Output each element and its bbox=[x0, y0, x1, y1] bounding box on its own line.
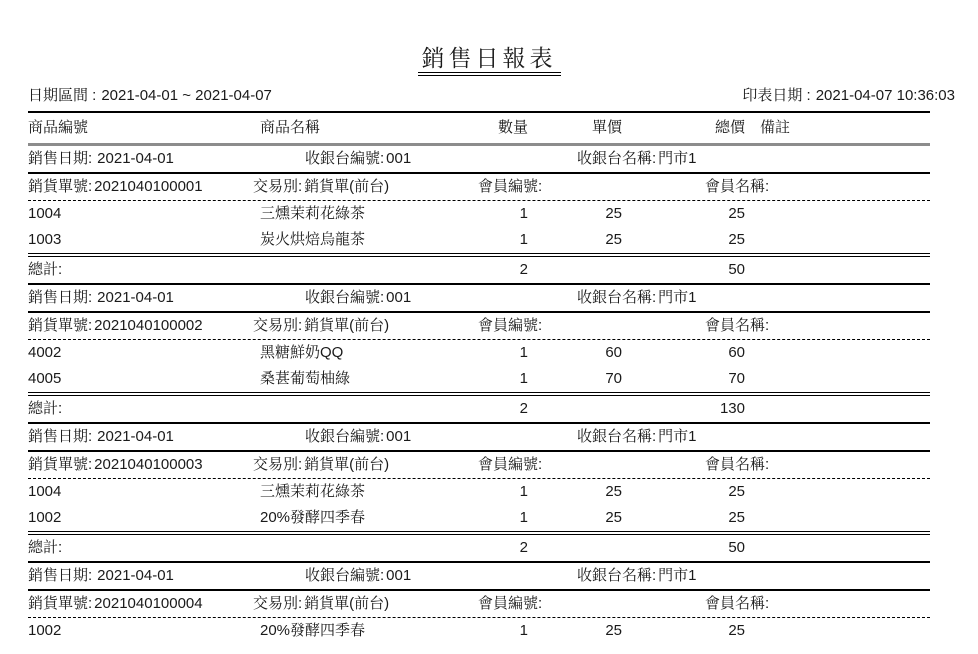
item-total: 25 bbox=[728, 205, 745, 222]
member-no: 會員編號: bbox=[478, 595, 543, 612]
date-range bbox=[28, 83, 272, 111]
total-qty: 2 bbox=[519, 400, 528, 417]
item-code: 1002 bbox=[28, 622, 62, 639]
register-name: 收銀台名稱: 門市1 bbox=[577, 428, 697, 445]
transaction-type: 交易別: 銷貨單(前台) bbox=[253, 456, 390, 473]
item-unit-price: 25 bbox=[605, 231, 622, 248]
print-date bbox=[742, 83, 955, 111]
item-qty: 1 bbox=[519, 509, 528, 526]
transaction-type: 交易別: 銷貨單(前台) bbox=[253, 178, 390, 195]
total-amount: 130 bbox=[719, 400, 745, 417]
total-amount: 50 bbox=[728, 539, 745, 556]
order-row bbox=[28, 174, 930, 200]
member-name: 會員名稱: bbox=[705, 317, 770, 334]
item-row bbox=[28, 505, 930, 531]
register-no: 收銀台編號: 001 bbox=[305, 289, 412, 306]
register-name: 收銀台名稱: 門市1 bbox=[577, 567, 697, 584]
print-date-value: 2021-04-07 10:36:03 bbox=[815, 87, 955, 104]
item-qty: 1 bbox=[519, 370, 528, 387]
title-bar bbox=[0, 45, 978, 83]
member-name: 會員名稱: bbox=[705, 595, 770, 612]
total-label: 總計: bbox=[28, 400, 63, 417]
total-row bbox=[28, 396, 930, 422]
sale-date-row bbox=[28, 285, 930, 311]
order-row bbox=[28, 591, 930, 617]
column-header-row bbox=[28, 113, 930, 143]
item-row bbox=[28, 479, 930, 505]
item-total: 25 bbox=[728, 231, 745, 248]
item-total: 70 bbox=[728, 370, 745, 387]
total-row bbox=[28, 257, 930, 283]
sale-date-row bbox=[28, 146, 930, 172]
item-code: 4005 bbox=[28, 370, 62, 387]
member-name: 會員名稱: bbox=[705, 456, 770, 473]
sales-group bbox=[28, 424, 930, 563]
item-name: 三燻茉莉花綠茶 bbox=[260, 483, 366, 500]
report-header-row bbox=[28, 83, 955, 111]
item-code: 1002 bbox=[28, 509, 62, 526]
item-total: 25 bbox=[728, 509, 745, 526]
sale-date: 銷售日期: 2021-04-01 bbox=[28, 289, 174, 306]
item-unit-price: 60 bbox=[605, 344, 622, 361]
total-label: 總計: bbox=[28, 539, 63, 556]
sales-group bbox=[28, 146, 930, 285]
item-name: 三燻茉莉花綠茶 bbox=[260, 205, 366, 222]
column-header-total-price: 總價 bbox=[714, 119, 745, 136]
order-no: 銷貨單號: 2021040100004 bbox=[28, 595, 203, 612]
item-total: 60 bbox=[728, 344, 745, 361]
item-row bbox=[28, 618, 930, 644]
item-unit-price: 25 bbox=[605, 509, 622, 526]
item-row bbox=[28, 227, 930, 253]
column-header-name: 商品名稱 bbox=[260, 119, 321, 136]
column-header-qty: 數量 bbox=[497, 119, 528, 136]
item-code: 1004 bbox=[28, 205, 62, 222]
order-no: 銷貨單號: 2021040100001 bbox=[28, 178, 203, 195]
order-row bbox=[28, 452, 930, 478]
member-no: 會員編號: bbox=[478, 178, 543, 195]
member-name: 會員名稱: bbox=[705, 178, 770, 195]
item-unit-price: 25 bbox=[605, 483, 622, 500]
transaction-type: 交易別: 銷貨單(前台) bbox=[253, 317, 390, 334]
item-name: 炭火烘焙烏龍茶 bbox=[260, 231, 366, 248]
item-qty: 1 bbox=[519, 483, 528, 500]
print-date-label: 印表日期 : bbox=[742, 87, 811, 104]
total-label: 總計: bbox=[28, 261, 63, 278]
item-unit-price: 25 bbox=[605, 205, 622, 222]
order-row bbox=[28, 313, 930, 339]
transaction-type: 交易別: 銷貨單(前台) bbox=[253, 595, 390, 612]
sales-group bbox=[28, 563, 930, 644]
total-qty: 2 bbox=[519, 261, 528, 278]
item-code: 1004 bbox=[28, 483, 62, 500]
sale-date-row bbox=[28, 424, 930, 450]
item-row bbox=[28, 366, 930, 392]
register-name: 收銀台名稱: 門市1 bbox=[577, 150, 697, 167]
register-name: 收銀台名稱: 門市1 bbox=[577, 289, 697, 306]
item-unit-price: 70 bbox=[605, 370, 622, 387]
sale-date-row bbox=[28, 563, 930, 589]
register-no: 收銀台編號: 001 bbox=[305, 567, 412, 584]
register-no: 收銀台編號: 001 bbox=[305, 428, 412, 445]
column-header-code: 商品編號 bbox=[28, 119, 89, 136]
item-total: 25 bbox=[728, 483, 745, 500]
item-name: 20%發酵四季春 bbox=[260, 622, 366, 639]
item-row bbox=[28, 340, 930, 366]
total-amount: 50 bbox=[728, 261, 745, 278]
item-qty: 1 bbox=[519, 622, 528, 639]
item-qty: 1 bbox=[519, 205, 528, 222]
member-no: 會員編號: bbox=[478, 317, 543, 334]
page-title: 銷售日報表 bbox=[418, 45, 561, 76]
total-row bbox=[28, 535, 930, 561]
item-name: 桑葚葡萄柚綠 bbox=[260, 370, 351, 387]
item-code: 1003 bbox=[28, 231, 62, 248]
sales-group bbox=[28, 285, 930, 424]
item-name: 20%發酵四季春 bbox=[260, 509, 366, 526]
register-no: 收銀台編號: 001 bbox=[305, 150, 412, 167]
sale-date: 銷售日期: 2021-04-01 bbox=[28, 567, 174, 584]
member-no: 會員編號: bbox=[478, 456, 543, 473]
order-no: 銷貨單號: 2021040100003 bbox=[28, 456, 203, 473]
item-unit-price: 25 bbox=[605, 622, 622, 639]
column-header-unit-price: 單價 bbox=[591, 119, 622, 136]
sale-date: 銷售日期: 2021-04-01 bbox=[28, 150, 174, 167]
date-range-label: 日期區間 : bbox=[28, 87, 97, 104]
date-range-value: 2021-04-01 ~ 2021-04-07 bbox=[101, 87, 272, 104]
item-total: 25 bbox=[728, 622, 745, 639]
item-qty: 1 bbox=[519, 344, 528, 361]
item-code: 4002 bbox=[28, 344, 62, 361]
order-no: 銷貨單號: 2021040100002 bbox=[28, 317, 203, 334]
item-row bbox=[28, 201, 930, 227]
item-name: 黑糖鮮奶QQ bbox=[260, 344, 344, 361]
report-table bbox=[28, 111, 930, 644]
item-qty: 1 bbox=[519, 231, 528, 248]
sale-date: 銷售日期: 2021-04-01 bbox=[28, 428, 174, 445]
total-qty: 2 bbox=[519, 539, 528, 556]
column-header-note: 備註 bbox=[760, 119, 791, 136]
